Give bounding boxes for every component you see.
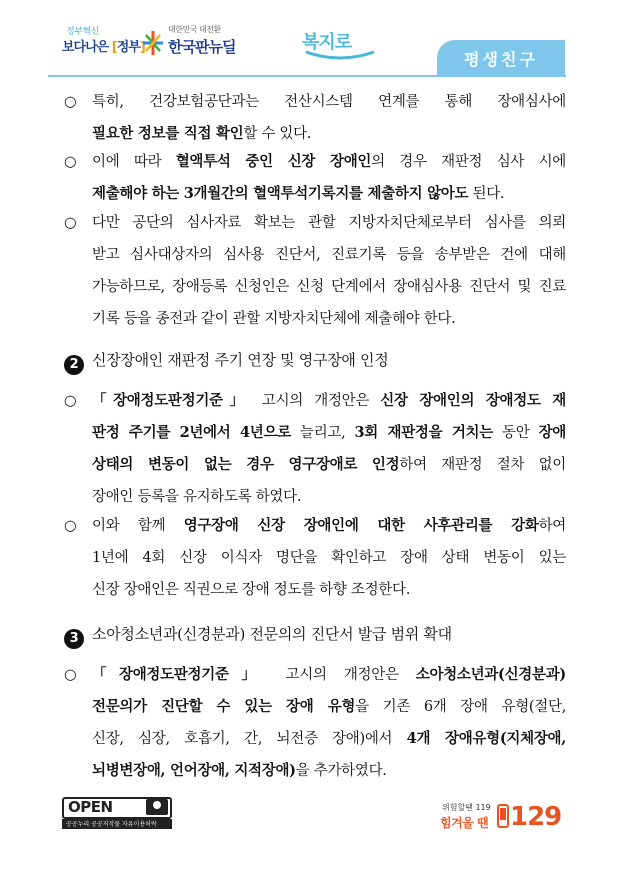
section-heading-3 [64,622,564,649]
hotline-129-logo [440,800,565,834]
text-run: 이에 따라 [92,154,176,170]
paragraph-line [92,385,566,417]
bullet-circle-icon: ○ [64,667,77,683]
paragraph-line [92,542,566,574]
open-license-badge [62,797,172,829]
text-run: 다만 공단의 심사자료 확보는 관할 지방자치단체로부터 심사를 의뢰 [92,215,566,231]
bold-text-run: 소아청소년과(신경분과) [415,666,566,683]
section-number: 2 [64,355,84,375]
bullet-circle-icon: ○ [64,393,77,409]
text-run: 동안 [492,425,539,441]
bokjiro-swoosh-icon [304,48,376,60]
gov-logo-main-a: 보다나은 [62,40,109,55]
paragraph-line [92,481,566,513]
text-run: 신장 장애인은 직권으로 장애 정도를 하향 조정한다. [92,582,411,598]
paragraph-line [92,723,566,755]
bullet-circle-icon: ○ [64,154,77,170]
bold-text-run: 4개 장애유형(지체장애, [406,730,566,747]
korean-new-deal-logo [142,22,262,64]
text-run: 기록 등을 종전과 같이 관할 지방자치단체에 제출해야 한다. [92,311,456,327]
text-run: 늘리고, [290,425,355,441]
paragraph-line [92,449,566,481]
badge-label: 평생친구 [464,49,538,69]
paragraph-line [92,417,566,449]
section-title: 소아청소년과(신경분과) 전문의의 진단서 발급 범위 확대 [92,625,452,643]
hotline-main-text: 힘겨울 땐 [440,816,489,830]
paragraph-line [92,574,566,606]
paragraph-line [92,86,566,118]
gov-logo-main-b: 정부 [116,40,140,55]
open-license-strip-text: 공공누리 공공저작물 자유이용허락 [66,821,157,828]
text-run: 특히, 건강보험공단과는 전산시스템 연계를 통해 장애심사에 [92,94,566,110]
attribution-person-icon [146,799,168,815]
text-run: 의 경우 재판정 심사 시에 [371,154,566,170]
paragraph-line [92,510,566,542]
bold-text-run: 판정 주기를 2년에서 4년으로 [92,424,291,441]
gov-innovation-logo: 정부혁신 보다나은 [정부] [62,24,136,64]
gov-logo-small-text: 정부혁신 [66,27,99,37]
hotline-small-text: 위험할땐 119 [442,803,491,812]
header-divider [48,75,566,77]
section-heading-2 [64,348,564,375]
paragraph-line [92,303,566,335]
bold-text-run: 뇌병변장애, 언어장애, 지적장애) [92,762,296,779]
bullet-circle-icon: ○ [64,94,77,110]
bokjiro-logo [302,24,380,66]
bold-text-run: 「장애정도판정기준」 [92,392,251,409]
paragraph-line [92,146,566,178]
text-run: 된다. [468,186,505,202]
bokjiro-text: 복지로 [302,32,352,53]
phone-icon [497,804,509,828]
text-run: 을 추가하였다. [295,763,387,779]
new-deal-sub-text: 대한민국 대전환 [168,25,221,34]
bold-text-run: 필요한 정보를 직접 확인 [92,125,244,142]
bold-text-run: 제출해야 하는 3개월간의 혈액투석기록지를 제출하지 않아도 [92,185,469,202]
text-run: 장애인 등록을 유지하도록 하였다. [92,489,302,505]
text-run: 이와 함께 [92,518,184,534]
section-number: 3 [64,629,84,649]
section-title: 신장장애인 재판정 주기 연장 및 영구장애 인정 [92,351,389,369]
paragraph-line [92,207,566,239]
paragraph-line [92,239,566,271]
paragraph-line [92,271,566,303]
text-run: 1년에 4회 신장 이식자 명단을 확인하고 장애 상태 변동이 있는 [92,550,566,566]
hotline-number: 129 [510,802,562,832]
bold-text-run: 「장애정도판정기준」 [92,666,269,683]
text-run: 고시의 개정안은 [268,667,416,683]
bullet-circle-icon: ○ [64,215,77,231]
bold-text-run: 3회 재판정을 거치는 [354,424,493,441]
bold-text-run: 영구장애 신장 장애인에 대한 사후관리를 강화 [183,517,539,534]
text-run: 하여 [538,518,566,534]
paragraph-line [92,659,566,691]
text-run: 고시의 개정안은 [250,393,381,409]
new-deal-star-icon [142,30,164,56]
bold-text-run: 장애 [538,424,566,441]
paragraph-line [92,755,566,787]
paragraph-line [92,178,566,210]
text-run: 받고 심사대상자의 심사용 진단서, 진료기록 등을 송부받은 건에 대해 [92,247,566,263]
open-label: OPEN [68,798,113,816]
bold-text-run: 상태의 변동이 없는 경우 영구장애로 인정 [92,456,400,473]
text-run: 가능하므로, 장애등록 신청인은 신청 단계에서 장애심사용 진단서 및 진료 [92,279,566,295]
text-run: 하여 재판정 절차 없이 [399,457,567,473]
lifelong-friend-badge [437,40,565,76]
text-run: 할 수 있다. [243,126,312,142]
page-header [0,0,617,76]
bold-text-run: 전문의가 진단할 수 있는 장애 유형 [92,698,356,715]
bold-text-run: 혈액투석 중인 신장 장애인 [175,153,372,170]
bold-text-run: 신장 장애인의 장애정도 재 [380,392,566,409]
paragraph-line [92,691,566,723]
bullet-circle-icon: ○ [64,518,77,534]
new-deal-main-text: 한국판뉴딜 [168,38,236,56]
text-run: 신장, 심장, 호흡기, 간, 뇌전증 장애)에서 [92,731,407,747]
text-run: 을 기존 6개 장애 유형(절단, [355,699,567,715]
